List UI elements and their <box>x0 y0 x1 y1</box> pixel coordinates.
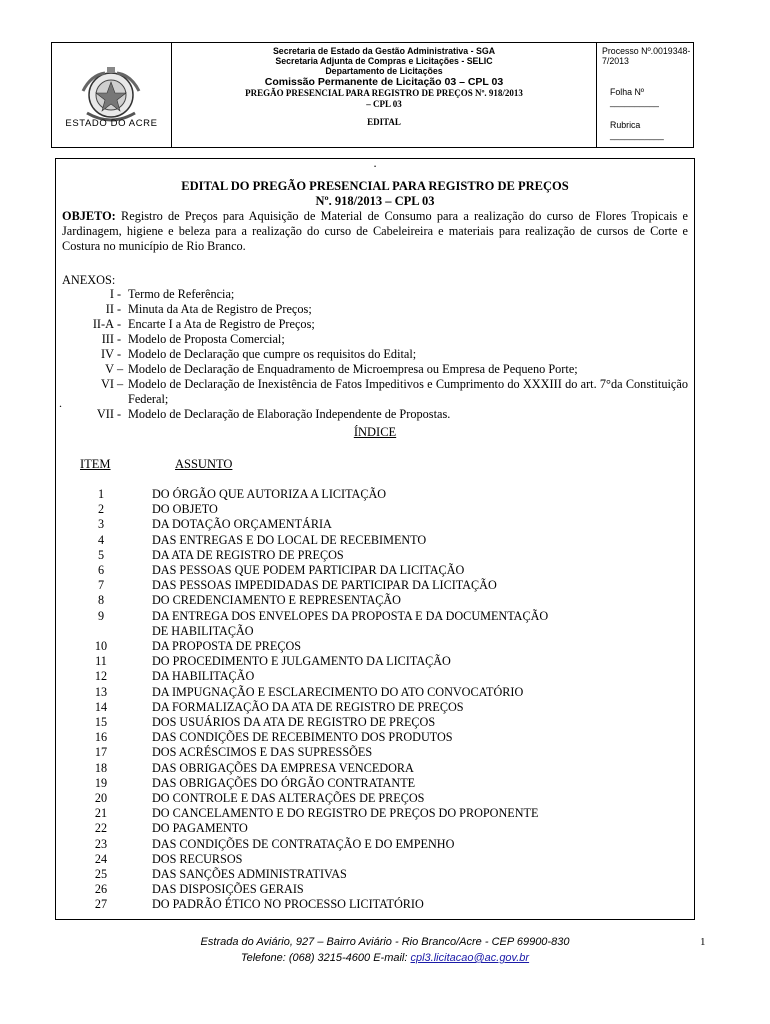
index-item-number: 5 <box>97 547 105 562</box>
anexo-separator: - <box>117 302 122 316</box>
index-item-subject: DOS RECURSOS <box>152 851 243 866</box>
index-item-number: 26 <box>94 882 108 897</box>
index-item-number: 12 <box>94 669 108 684</box>
index-item-subject: DO PADRÃO ÉTICO NO PROCESSO LICITATÓRIO <box>152 897 424 912</box>
anexo-text: Modelo de Declaração que cumpre os requisitos do Edital; <box>128 347 417 361</box>
anexo-number: V <box>105 362 114 376</box>
index-item-number: 22 <box>94 821 108 836</box>
content-box <box>55 158 695 920</box>
logo-cell <box>52 43 172 147</box>
index-item-subject: DO CONTROLE E DAS ALTERAÇÕES DE PREÇOS <box>152 791 425 805</box>
index-item-subject: DAS OBRIGAÇÕES DO ÓRGÃO CONTRATANTE <box>152 775 416 790</box>
footer-address: Estrada do Aviário, 927 – Bairro Aviário - Rio Branco/Acre - CEP 69900-830 <box>200 936 570 948</box>
header-line-cpl03: – CPL 03 <box>366 99 402 109</box>
folha-field: Folha Nº __________ <box>610 87 659 107</box>
index-item-number: 1 <box>97 487 105 501</box>
anexo-separator: – <box>117 377 124 391</box>
footer-email-link[interactable]: cpl3.licitacao@ac.gov.br <box>410 952 530 964</box>
index-item-number: 25 <box>94 867 108 881</box>
index-item-number: 13 <box>94 684 108 699</box>
index-item-number: 11 <box>95 654 107 669</box>
anexo-separator: - <box>117 332 122 346</box>
index-item-number: 10 <box>94 639 108 653</box>
anexo-separator: - <box>117 287 122 301</box>
index-item-subject: DAS ENTREGAS E DO LOCAL DE RECEBIMENTO <box>152 532 427 547</box>
anexo-text: Encarte I a Ata de Registro de Preços; <box>128 317 315 331</box>
index-item-subject: DAS OBRIGAÇÕES DA EMPRESA VENCEDORA <box>152 760 414 775</box>
header-line-selic: Secretaria Adjunta de Compras e Licitações - SELIC <box>275 56 493 66</box>
indice-heading: ÍNDICE <box>353 425 397 439</box>
processo-number: Processo Nº.0019348-7/2013 <box>602 46 691 66</box>
index-item-subject: DA PROPOSTA DE PREÇOS <box>152 639 302 653</box>
index-item-number: 3 <box>97 517 105 532</box>
item-column-header: ITEM <box>80 457 111 471</box>
anexo-number: I <box>109 287 114 301</box>
index-item-number: 9 <box>97 608 105 623</box>
index-item-subject: DAS PESSOAS QUE PODEM PARTICIPAR DA LICITAÇÃO <box>152 563 465 577</box>
anexo-number: VII <box>96 407 114 421</box>
index-item-subject: DA HABILITAÇÃO <box>152 669 255 684</box>
index-item-number: 14 <box>94 699 108 714</box>
anexo-text: Modelo de Proposta Comercial; <box>128 332 285 346</box>
index-item-subject: DO PROCEDIMENTO E JULGAMENTO DA LICITAÇÃO <box>152 654 451 669</box>
footer-contact <box>0 952 770 964</box>
header-line-pregao: PREGÃO PRESENCIAL PARA REGISTRO DE PREÇOS Nº. 918/2013 <box>245 88 523 98</box>
anexo-number: VI <box>101 377 114 391</box>
anexo-separator: - <box>117 407 122 421</box>
index-item-subject: DA DOTAÇÃO ORÇAMENTÁRIA <box>152 517 332 532</box>
anexo-number: III <box>101 332 114 346</box>
rubrica-field: Rubrica ___________ <box>610 120 664 140</box>
state-name-label: ESTADO DO ACRE <box>65 118 158 129</box>
top-dot: . <box>373 156 377 170</box>
index-item-subject: DA IMPUGNAÇÃO E ESCLARECIMENTO DO ATO CONVOCATÓRIO <box>152 684 524 699</box>
index-item-number: 19 <box>94 775 108 790</box>
header-line-cpl: Comissão Permanente de Licitação 03 – CPL 03 <box>264 76 504 88</box>
header-line-dept: Departamento de Licitações <box>325 66 443 76</box>
footer-phone: Telefone: (068) 3215-4600 E-mail: <box>240 952 411 964</box>
page-number: 1 <box>700 936 706 948</box>
index-item-subject: DO OBJETO <box>152 502 218 517</box>
index-item-subject: DAS CONDIÇÕES DE CONTRATAÇÃO E DO EMPENHO <box>152 836 455 851</box>
anexo-text: Minuta da Ata de Registro de Preços; <box>128 302 312 316</box>
edital-title: EDITAL DO PREGÃO PRESENCIAL PARA REGISTRO DE PREÇOS <box>181 179 569 193</box>
index-item-subject-continued: DE HABILITAÇÃO <box>152 623 254 638</box>
anexo-text: Modelo de Declaração de Inexistência de Fatos Impeditivos e Cumprimento do XXXIII do art. 7°da Constituição Federal; <box>128 377 688 407</box>
document-header <box>51 42 694 148</box>
index-item-number: 6 <box>97 563 105 577</box>
index-item-subject: DO PAGAMENTO <box>152 821 248 836</box>
index-item-number: 17 <box>94 745 108 760</box>
index-item-number: 15 <box>94 715 108 729</box>
index-item-number: 2 <box>97 502 105 517</box>
header-line-sga: Secretaria de Estado da Gestão Administrativa - SGA <box>272 46 496 56</box>
header-center <box>172 43 597 147</box>
margin-dot: . <box>59 396 62 410</box>
index-item-subject: DO CANCELAMENTO E DO REGISTRO DE PREÇOS DO PROPONENTE <box>152 806 539 821</box>
index-item-subject: DOS ACRÉSCIMOS E DAS SUPRESSÕES <box>152 745 373 760</box>
index-item-number: 18 <box>94 760 108 775</box>
objeto-label: OBJETO: <box>62 209 116 223</box>
index-item-number: 23 <box>94 836 108 851</box>
index-item-subject: DAS SANÇÕES ADMINISTRATIVAS <box>152 867 347 881</box>
index-item-number: 4 <box>97 532 105 547</box>
index-item-subject: DO CREDENCIAMENTO E REPRESENTAÇÃO <box>152 593 401 608</box>
header-line-edital: EDITAL <box>367 117 401 127</box>
objeto-text: Registro de Preços para Aquisição de Material de Consumo para a realização do curso de Flores Tropicais e Jardinagem, higiene e beleza para a realização do curso de Cabeleireira e materiais para realização de cursos de Corte e Costura no município de Rio Branco. <box>62 209 689 254</box>
index-item-subject: DOS USUÁRIOS DA ATA DE REGISTRO DE PREÇOS <box>152 715 436 729</box>
anexo-number: IV <box>101 347 114 361</box>
anexo-number: II <box>105 302 114 316</box>
objeto-paragraph <box>62 209 688 255</box>
index-item-subject: DA FORMALIZAÇÃO DA ATA DE REGISTRO DE PREÇOS <box>152 699 464 714</box>
anexo-number: II-A <box>92 317 114 331</box>
index-item-number: 27 <box>94 897 108 912</box>
index-item-subject: DA ENTREGA DOS ENVELOPES DA PROPOSTA E DA DOCUMENTAÇÃO <box>152 608 549 623</box>
edital-number: Nº. 918/2013 – CPL 03 <box>315 194 435 208</box>
anexo-text: Modelo de Declaração de Enquadramento de Microempresa ou Empresa de Pequeno Porte; <box>128 362 578 376</box>
anexo-text: Termo de Referência; <box>128 287 235 301</box>
index-item-subject: DA ATA DE REGISTRO DE PREÇOS <box>152 547 344 562</box>
index-item-number: 21 <box>94 806 108 821</box>
index-item-subject: DAS PESSOAS IMPEDIDADAS DE PARTICIPAR DA LICITAÇÃO <box>152 578 497 593</box>
index-item-number: 20 <box>94 791 108 805</box>
index-item-subject: DAS DISPOSIÇÕES GERAIS <box>152 882 304 897</box>
index-item-subject: DAS CONDIÇÕES DE RECEBIMENTO DOS PRODUTOS <box>152 730 453 745</box>
index-item-subject: DO ÓRGÃO QUE AUTORIZA A LICITAÇÃO <box>152 487 387 501</box>
assunto-column-header: ASSUNTO <box>175 457 233 471</box>
header-right <box>597 43 693 147</box>
anexo-text: Modelo de Declaração de Elaboração Independente de Propostas. <box>128 407 451 421</box>
anexo-separator: - <box>117 347 122 361</box>
anexos-label: ANEXOS: <box>62 273 116 287</box>
index-item-number: 16 <box>94 730 108 745</box>
anexo-separator: – <box>117 362 124 376</box>
index-item-number: 7 <box>97 578 105 593</box>
anexo-separator: - <box>117 317 122 331</box>
index-item-number: 24 <box>94 851 108 866</box>
index-item-number: 8 <box>97 593 105 608</box>
